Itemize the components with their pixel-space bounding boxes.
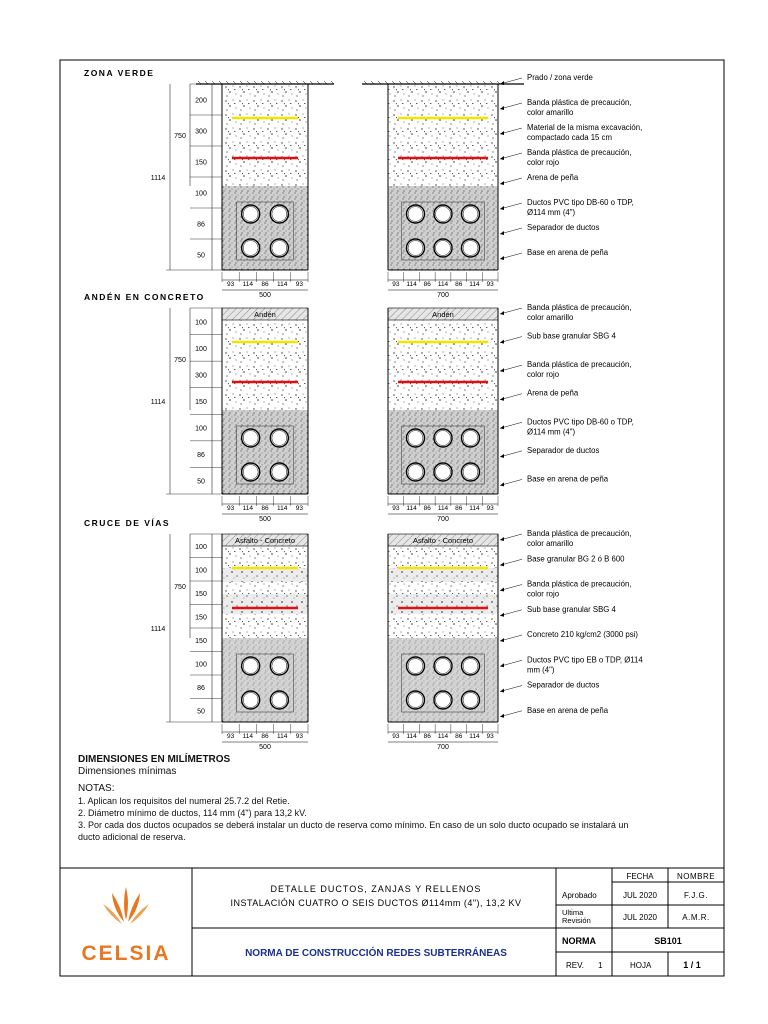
norm-title: NORMA DE CONSTRUCCIÓN REDES SUBTERRÁNEAS — [245, 948, 507, 959]
section-title: CRUCE DE VÍAS — [84, 518, 171, 528]
bottom-dim: 93 — [295, 505, 304, 512]
left-dimensions — [151, 534, 222, 722]
total-dim: 1114 — [150, 175, 166, 182]
surface-label: Andén — [254, 310, 276, 319]
layer-dim: 100 — [195, 190, 207, 198]
bottom-dim: 114 — [437, 505, 449, 512]
trench-4-ducts — [222, 308, 308, 523]
note-item: 2. Diámetro mínimo de ductos, 114 mm (4") para 13,2 kV. — [78, 808, 307, 818]
bottom-dim: 86 — [455, 281, 463, 288]
layer-dim: 150 — [195, 614, 207, 622]
callout-label: Separador de ductos — [527, 223, 600, 232]
layer-dim: 300 — [195, 128, 207, 136]
total-dim: 1114 — [150, 399, 166, 406]
base-granular-layer — [222, 568, 308, 582]
duct — [407, 657, 425, 675]
units-line-2: Dimensiones mínimas — [78, 766, 177, 777]
bottom-dim: 114 — [242, 281, 253, 288]
base-granular-layer — [388, 568, 498, 582]
callout-label: Ductos PVC tipo DB-60 o TDP, — [527, 417, 634, 427]
group-dim: 750 — [174, 357, 186, 364]
bottom-dim: 114 — [469, 505, 480, 512]
duct — [270, 657, 288, 675]
col-nombre: NOMBRE — [676, 872, 716, 881]
fill-layer — [222, 84, 308, 186]
bottom-dim: 93 — [226, 281, 235, 288]
callout-label: mm (4") — [527, 665, 555, 675]
left-dimensions — [151, 308, 222, 494]
arrow-icon — [500, 206, 504, 210]
layer-dim: 150 — [195, 399, 207, 406]
callout-label: Base en arena de peña — [527, 705, 609, 715]
duct — [242, 691, 260, 709]
duct — [462, 463, 480, 481]
callout-label: Banda plástica de precaución, — [527, 148, 632, 157]
bottom-dim: 86 — [455, 733, 463, 740]
bottom-dim: 93 — [392, 733, 400, 740]
layer-dim: 86 — [197, 684, 205, 692]
bottom-dim: 114 — [406, 505, 417, 512]
note-item: ducto adicional de reserva. — [78, 832, 186, 842]
arrow-icon — [500, 613, 504, 617]
bottom-dim: 86 — [261, 733, 269, 740]
callouts — [500, 529, 643, 718]
section-1 — [84, 68, 642, 299]
rev-value: 1 — [598, 961, 603, 970]
bottom-dim: 93 — [392, 505, 400, 512]
ultima-nombre: A.M.R. — [682, 913, 710, 922]
bottom-dim: 114 — [406, 733, 417, 740]
duct — [407, 205, 425, 223]
callout-label: Concreto 210 kg/cm2 (3000 psi) — [527, 630, 638, 639]
ultima-label-2: Revisión — [562, 916, 591, 925]
arrow-icon — [500, 663, 504, 667]
duct — [407, 463, 425, 481]
fill-layer — [388, 534, 498, 638]
layer-dim: 100 — [195, 345, 207, 353]
callout-label: color rojo — [527, 589, 560, 599]
width-dim: 500 — [259, 292, 271, 299]
duct — [270, 463, 288, 481]
surface-label: Asfalto - Concreto — [234, 536, 296, 545]
callout-label: Arena de peña — [527, 173, 579, 182]
arrow-icon — [500, 689, 504, 693]
width-dim: 500 — [259, 744, 271, 751]
layer-dim: 100 — [195, 425, 207, 433]
duct — [434, 239, 452, 257]
duct — [270, 429, 288, 447]
bottom-dim: 86 — [261, 281, 269, 288]
callout-label: color amarillo — [527, 108, 574, 117]
callouts — [500, 303, 634, 486]
aprobado-nombre: F.J.G. — [684, 891, 708, 900]
ultima-label-1: Ultima — [562, 908, 584, 917]
layer-dim: 300 — [195, 372, 207, 380]
arrow-icon — [500, 181, 504, 185]
title-block — [60, 868, 724, 976]
arrow-icon — [500, 638, 504, 642]
callout-label: Base granular BG 2 ó B 600 — [527, 554, 625, 564]
callout-label: Base en arena de peña — [527, 248, 609, 257]
title-line-2: INSTALACIÓN CUATRO O SEIS DUCTOS Ø114mm (4"), 13,2 KV — [230, 898, 522, 908]
arrow-icon — [500, 106, 504, 110]
fill-layer — [388, 84, 498, 186]
layer-dim: 100 — [195, 543, 207, 551]
duct — [242, 429, 260, 447]
callout-label: Ø114 mm (4") — [527, 208, 576, 217]
arrow-icon — [500, 368, 504, 372]
bottom-dim: 86 — [423, 733, 431, 740]
width-dim: 700 — [437, 516, 449, 523]
arrow-icon — [500, 311, 504, 315]
bottom-dim: 114 — [469, 733, 480, 740]
notes-block — [78, 783, 718, 843]
trench-6-ducts — [362, 81, 524, 299]
bottom-dim: 114 — [242, 505, 253, 512]
arrow-icon — [500, 482, 504, 486]
callout-label: color amarillo — [527, 313, 574, 322]
bottom-dim: 114 — [277, 505, 288, 512]
callout-label: Prado / zona verde — [527, 73, 593, 82]
duct — [270, 239, 288, 257]
bottom-dim: 93 — [226, 505, 235, 512]
arrow-icon — [500, 231, 504, 235]
hoja-value: 1 / 1 — [683, 960, 701, 970]
layer-dim: 50 — [197, 708, 205, 716]
callout-label: Separador de ductos — [527, 680, 600, 690]
callout-label: Banda plástica de precaución, — [527, 360, 632, 370]
note-item: 1. Aplican los requisitos del numeral 25.7.2 del Retie. — [78, 796, 290, 806]
duct — [407, 239, 425, 257]
bottom-dim: 114 — [277, 281, 288, 288]
callout-label: Banda plástica de precaución, — [527, 579, 632, 589]
arrow-icon — [500, 397, 504, 401]
title-line-1: DETALLE DUCTOS, ZANJAS Y RELLENOS — [270, 884, 482, 894]
duct — [434, 463, 452, 481]
duct — [462, 691, 480, 709]
callout-label: Banda plástica de precaución, — [527, 98, 632, 107]
col-fecha: FECHA — [626, 872, 654, 881]
fill-layer — [388, 308, 498, 410]
duct — [462, 239, 480, 257]
logo-text: CELSIA — [81, 942, 171, 965]
notes-heading: NOTAS: — [78, 783, 115, 794]
aprobado-label: Aprobado — [562, 891, 597, 900]
units-line-1: DIMENSIONES EN MILÍMETROS — [78, 754, 231, 765]
sub-base-layer — [388, 594, 498, 614]
arrow-icon — [500, 256, 504, 260]
duct — [407, 691, 425, 709]
layer-dim: 150 — [195, 637, 207, 645]
arrow-icon — [500, 714, 504, 718]
aprobado-fecha: JUL 2020 — [623, 891, 657, 900]
duct — [270, 691, 288, 709]
bottom-dim: 114 — [242, 733, 253, 740]
callout-label: color amarillo — [527, 539, 574, 548]
width-dim: 700 — [437, 744, 449, 751]
duct — [434, 205, 452, 223]
trench-6-ducts — [388, 534, 498, 751]
bottom-dim: 86 — [455, 505, 463, 512]
norma-label: NORMA — [562, 936, 596, 946]
layer-dim: 86 — [197, 452, 205, 460]
duct — [270, 205, 288, 223]
bottom-dim: 93 — [486, 733, 494, 740]
callout-label: Banda plástica de precaución, — [527, 303, 632, 312]
bottom-dim: 114 — [406, 281, 417, 288]
layer-dim: 100 — [195, 567, 207, 575]
total-dim: 1114 — [150, 626, 166, 633]
layer-dim: 150 — [195, 590, 207, 598]
width-dim: 500 — [259, 516, 271, 523]
arrow-icon — [500, 156, 504, 160]
duct — [462, 429, 480, 447]
arrow-icon — [500, 537, 504, 541]
arrow-icon — [500, 425, 504, 429]
units-note — [78, 754, 230, 778]
arrow-icon — [500, 454, 504, 458]
callout-label: color rojo — [527, 158, 560, 167]
trench-4-ducts — [196, 81, 334, 299]
trench-4-ducts — [222, 534, 308, 751]
callout-label: Material de la misma excavación, — [527, 123, 643, 132]
sub-base-layer — [222, 594, 308, 614]
duct — [242, 239, 260, 257]
sand-layer — [222, 186, 308, 270]
duct — [407, 429, 425, 447]
left-dimensions — [151, 84, 222, 270]
hoja-label: HOJA — [630, 961, 652, 970]
bottom-dim: 93 — [486, 505, 494, 512]
bottom-dim: 93 — [226, 733, 235, 740]
duct — [242, 657, 260, 675]
duct — [462, 657, 480, 675]
bottom-dim: 86 — [423, 505, 431, 512]
section-title: ANDÉN EN CONCRETO — [84, 292, 205, 302]
section-title: ZONA VERDE — [84, 68, 155, 78]
section-2 — [84, 292, 634, 523]
bottom-dim: 114 — [437, 281, 449, 288]
layer-dim: 100 — [195, 661, 207, 669]
callout-label: Sub base granular SBG 4 — [527, 331, 616, 341]
concrete-texture — [222, 638, 308, 722]
width-dim: 700 — [437, 292, 449, 299]
callouts — [500, 73, 642, 260]
layer-dim: 100 — [195, 319, 207, 327]
callout-label: Arena de peña — [527, 388, 579, 398]
layer-dim: 50 — [197, 252, 205, 260]
callout-label: Sub base granular SBG 4 — [527, 604, 616, 614]
bottom-dim: 93 — [295, 281, 304, 288]
arrow-icon — [500, 588, 504, 592]
arrow-icon — [500, 131, 504, 135]
celsia-logo — [81, 887, 170, 965]
layer-dim: 200 — [195, 97, 207, 105]
duct — [434, 657, 452, 675]
note-item: 3. Por cada dos ductos ocupados se deberá instalar un ducto de reserva como mínimo. En caso de un solo ducto ocupado se instalará un — [78, 820, 629, 830]
bottom-dim: 86 — [423, 281, 431, 288]
layer-dim: 150 — [195, 159, 207, 167]
fill-layer — [222, 308, 308, 410]
arrow-icon — [500, 340, 504, 344]
bottom-dim: 93 — [392, 281, 400, 288]
callout-label: color rojo — [527, 370, 560, 380]
bottom-dim: 114 — [277, 733, 288, 740]
bottom-dim: 93 — [486, 281, 494, 288]
callout-label: Banda plástica de precaución, — [527, 529, 632, 538]
callout-label: Separador de ductos — [527, 445, 600, 455]
bottom-dim: 93 — [295, 733, 304, 740]
duct — [242, 463, 260, 481]
arrow-icon — [500, 562, 504, 566]
duct — [434, 691, 452, 709]
fill-layer — [222, 534, 308, 638]
layer-dim: 86 — [197, 221, 205, 229]
bottom-dim: 114 — [437, 733, 449, 740]
rev-label: REV. — [566, 961, 584, 970]
callout-label: Ductos PVC tipo EB o TDP, Ø114 — [527, 655, 643, 665]
surface-label: Asfalto - Concreto — [412, 536, 474, 545]
bottom-dim: 114 — [469, 281, 480, 288]
layer-dim: 50 — [197, 478, 205, 486]
duct — [242, 205, 260, 223]
ultima-fecha: JUL 2020 — [623, 913, 657, 922]
group-dim: 750 — [174, 584, 186, 591]
callout-label: compactado cada 15 cm — [527, 133, 612, 142]
callout-label: Ø114 mm (4") — [527, 427, 576, 437]
group-dim: 750 — [174, 133, 186, 140]
norma-code: SB101 — [654, 936, 682, 946]
trench-6-ducts — [388, 308, 498, 523]
duct — [434, 429, 452, 447]
section-3 — [84, 518, 643, 751]
duct — [462, 205, 480, 223]
bottom-dim: 86 — [261, 505, 269, 512]
surface-label: Andén — [432, 310, 454, 319]
callout-label: Ductos PVC tipo DB-60 o TDP, — [527, 198, 634, 207]
sand-layer — [222, 410, 308, 494]
callout-label: Base en arena de peña — [527, 474, 609, 484]
